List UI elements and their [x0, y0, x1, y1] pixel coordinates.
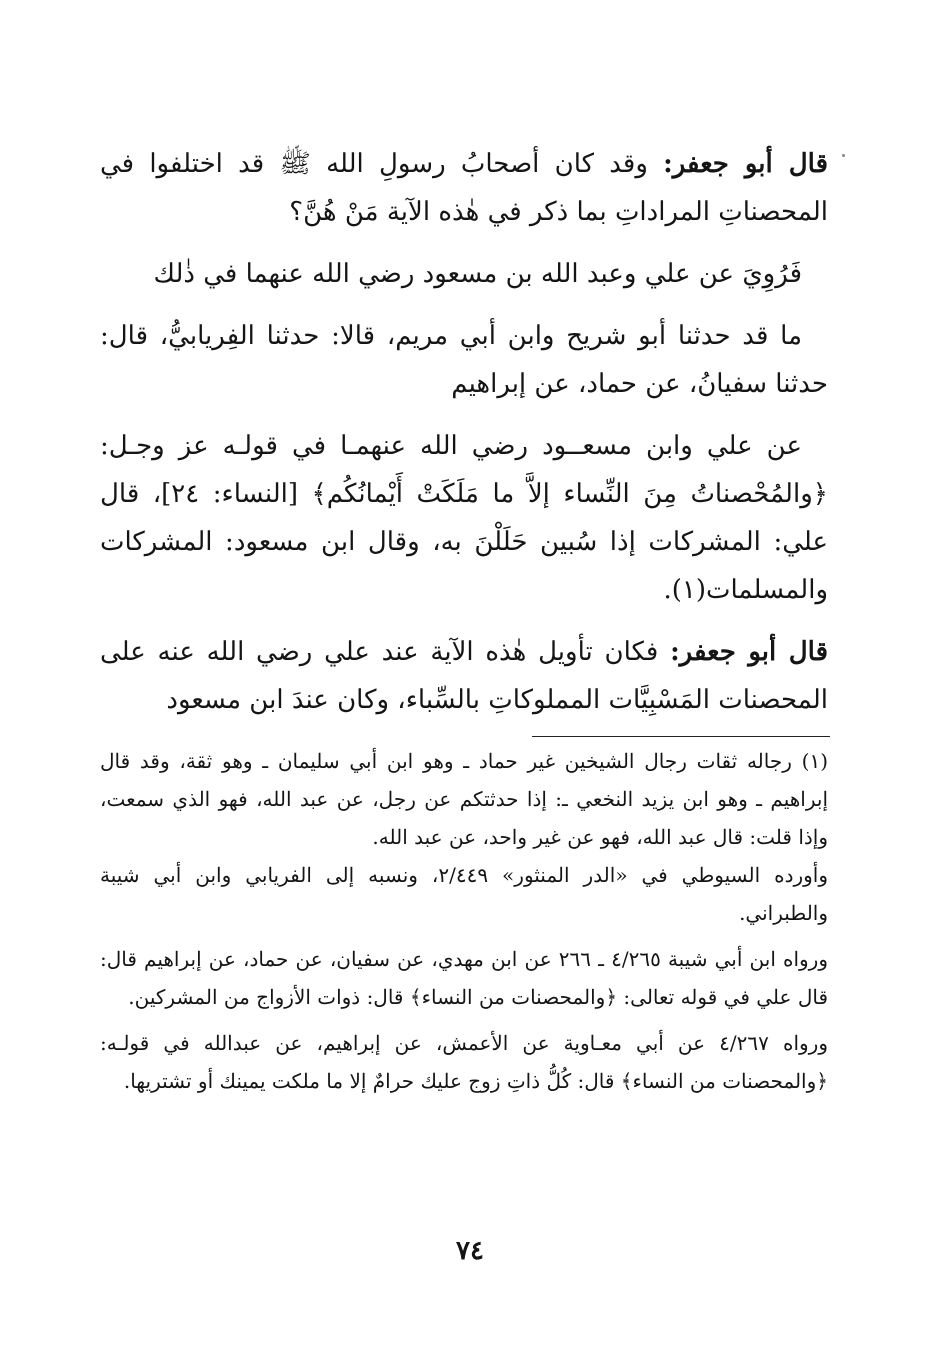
paragraph-2: فَرُوِيَ عن علي وعبد الله بن مسعود رضي الله عنهما في ذٰلك — [153, 259, 802, 289]
footnote-3: ورواه ابن أبي شيبة ٤/٢٦٥ ـ ٢٦٦ عن ابن مهدي، عن سفيان، عن حماد، عن إبراهيم قال: قال علي في قوله تعالى: ﴿والمحصنات من النساء﴾ قال: ذوات الأزواج من المشركين. — [100, 947, 829, 1009]
footnote-1: (١) رجاله ثقات رجال الشيخين غير حماد ـ وهو ابن أبي سليمان ـ وهو ثقة، وقد قال إبراهيم ـ وهو ابن يزيد النخعي ـ: إذا حدثتكم عن رجل، عن عبد الله، فهو الذي سمعت، وإذا قلت: قال عبد الله، فهو عن غير واحد، عن عبد الله. — [100, 749, 828, 849]
paragraph-1-text: وقد كان أصحابُ رسولِ الله ﷺ قد اختلفوا في المحصناتِ المراداتِ بما ذكر في هٰذه الآية مَنْ هُنَّ؟ — [100, 149, 828, 227]
paragraph-5 — [100, 628, 828, 724]
paragraph-5-text: فكان تأويل هٰذه الآية عند علي رضي الله عنه على المحصنات المَسْبِيَّات المملوكاتِ بالسِّباء، وكان عندَ ابن مسعود — [100, 637, 828, 715]
paragraph-1 — [100, 140, 828, 236]
main-text — [100, 140, 828, 738]
paragraph-3: ما قد حدثنا أبو شريح وابن أبي مريم، قالا: حدثنا الفِريابيُّ، قال: حدثنا سفيانُ، عن حماد، عن إبراهيم — [100, 321, 828, 399]
paragraph-5-lead: قال أبو جعفر: — [670, 637, 829, 667]
footnote-separator — [532, 736, 830, 737]
scan-speck — [842, 154, 845, 157]
footnote-2: وأورده السيوطي في «الدر المنثور» ٢/٤٤٩، ونسبه إلى الفريابي وابن أبي شيبة والطبراني. — [100, 863, 829, 925]
paragraph-1-lead: قال أبو جعفر: — [663, 149, 828, 179]
footnotes — [100, 742, 828, 1108]
paragraph-4: عن علي وابن مسعــود رضي الله عنهمـا في قولـه عز وجـل: ﴿والمُحْصناتُ مِنَ النِّساء إلاَّ ما مَلَكَتْ أَيْمانُكُم﴾ [النساء: ٢٤]، قال علي: المشركات إذا سُبين حَلَلْنَ به، وقال ابن مسعود: المشركات والمسلمات(١). — [100, 431, 828, 605]
footnote-4: ورواه ٤/٢٦٧ عن أبي معـاوية عن الأعمش، عن إبراهيم، عن عبدالله في قولـه: ﴿والمحصنات من النساء﴾ قال: كُلُّ ذاتِ زوج عليك حرامٌ إلا ما ملكت يمينك أو تشتريها. — [100, 1031, 828, 1093]
page-number: ٧٤ — [456, 1236, 484, 1266]
